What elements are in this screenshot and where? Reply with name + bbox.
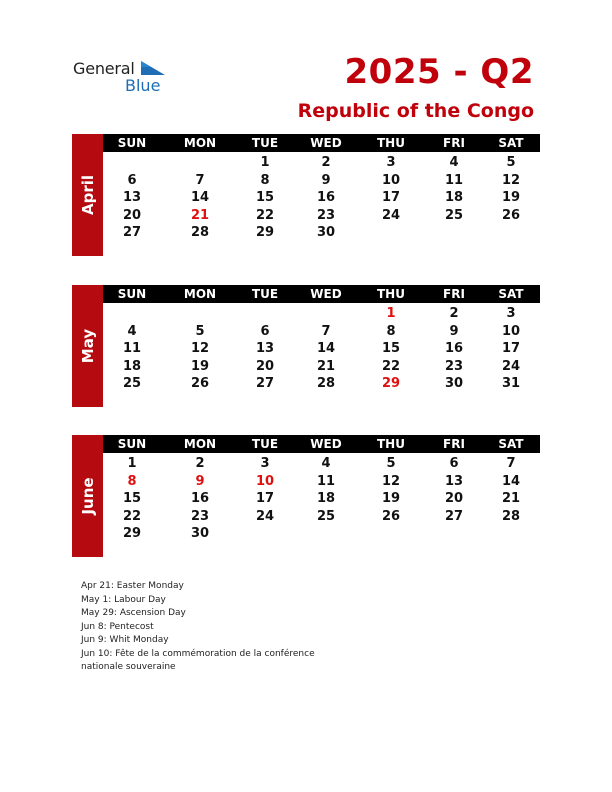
day-cell: 26 <box>190 376 210 391</box>
day-cell: 10 <box>501 323 521 339</box>
page-title: 2025 - Q2 <box>344 52 534 92</box>
month-label: May <box>78 328 97 364</box>
day-cell: 11 <box>122 341 142 356</box>
day-cell: 27 <box>122 225 142 240</box>
holiday-item: May 1: Labour Day <box>81 594 166 605</box>
day-cell: 13 <box>122 190 142 205</box>
day-cell: 10 <box>381 172 401 188</box>
day-cell: 22 <box>255 207 275 223</box>
day-cell: 1 <box>127 456 137 471</box>
holiday-item: Jun 9: Whit Monday <box>81 635 169 645</box>
day-cell: 4 <box>127 323 137 339</box>
month-may <box>72 285 540 407</box>
weekday-thu: THU <box>377 287 405 301</box>
day-cell: 29 <box>255 225 275 240</box>
holiday-item: Apr 21: Easter Monday <box>81 581 184 591</box>
holiday-day-cell: 29 <box>381 376 401 391</box>
weekday-tue: TUE <box>251 287 279 301</box>
day-cell: 5 <box>386 456 396 471</box>
holiday-day-cell: 9 <box>195 473 205 489</box>
month-tab <box>72 435 103 557</box>
day-cell: 2 <box>449 306 459 321</box>
day-cell: 5 <box>195 323 205 339</box>
day-cell: 2 <box>321 155 331 170</box>
month-april <box>72 134 540 256</box>
day-cell: 15 <box>255 190 275 205</box>
weekday-mon: MON <box>183 287 217 301</box>
weekday-wed: WED <box>310 287 342 301</box>
day-cell: 17 <box>255 491 275 506</box>
day-cell: 12 <box>381 473 401 489</box>
weekday-fri: FRI <box>443 287 465 301</box>
day-cell: 26 <box>381 508 401 524</box>
day-cell: 12 <box>501 172 521 188</box>
weekday-mon: MON <box>183 437 217 451</box>
logo-triangle-icon <box>141 61 165 77</box>
day-cell: 31 <box>501 376 521 391</box>
weekday-header <box>103 285 540 303</box>
weekday-header <box>103 435 540 453</box>
country-name: Republic of the Congo <box>297 100 534 122</box>
weekday-wed: WED <box>310 136 342 150</box>
day-cell: 25 <box>122 376 142 391</box>
weekday-header <box>103 134 540 152</box>
day-cell: 28 <box>501 508 521 524</box>
day-cell: 19 <box>381 491 401 506</box>
weekday-sun: SUN <box>117 287 147 301</box>
day-cell: 1 <box>260 155 270 170</box>
day-cell: 30 <box>444 376 464 391</box>
day-cell: 3 <box>506 306 516 321</box>
holiday-day-cell: 21 <box>190 207 210 223</box>
day-cell: 17 <box>381 190 401 205</box>
brand-logo <box>73 59 183 99</box>
day-cell: 7 <box>506 456 516 471</box>
day-cell: 26 <box>501 207 521 223</box>
weekday-tue: TUE <box>251 437 279 451</box>
holiday-day-cell: 1 <box>386 306 396 321</box>
day-cell: 7 <box>195 172 205 188</box>
day-cell: 18 <box>316 491 336 506</box>
day-cell: 19 <box>190 358 210 374</box>
logo-text-blue: Blue <box>125 76 161 95</box>
day-cell: 16 <box>316 190 336 205</box>
day-cell: 25 <box>444 207 464 223</box>
day-cell: 15 <box>381 341 401 356</box>
month-tab <box>72 134 103 256</box>
holiday-item: Jun 10: Fête de la commémoration de la conférence <box>81 648 315 659</box>
logo-text-general: General <box>73 59 135 78</box>
day-cell: 14 <box>316 341 336 356</box>
day-cell: 4 <box>321 456 331 471</box>
day-cell: 21 <box>316 358 336 374</box>
weekday-sat: SAT <box>498 287 524 301</box>
day-cell: 13 <box>255 341 275 356</box>
holiday-item: May 29: Ascension Day <box>81 608 186 618</box>
day-cell: 4 <box>449 155 459 170</box>
weekday-wed: WED <box>310 437 342 451</box>
day-cell: 9 <box>449 323 459 339</box>
day-cell: 20 <box>444 491 464 506</box>
holiday-list <box>81 580 381 675</box>
day-cell: 29 <box>122 526 142 541</box>
day-cell: 6 <box>260 323 270 339</box>
day-cell: 6 <box>127 172 137 188</box>
day-cell: 3 <box>386 155 396 170</box>
weekday-thu: THU <box>377 437 405 451</box>
holiday-day-cell: 8 <box>127 473 137 489</box>
day-cell: 8 <box>260 172 270 188</box>
day-cell: 11 <box>316 473 336 489</box>
day-cell: 20 <box>122 207 142 223</box>
weekday-thu: THU <box>377 136 405 150</box>
day-cell: 11 <box>444 172 464 188</box>
month-label: June <box>78 477 97 515</box>
day-cell: 22 <box>122 508 142 524</box>
day-cell: 6 <box>449 456 459 471</box>
day-cell: 15 <box>122 491 142 506</box>
weekday-mon: MON <box>183 136 217 150</box>
day-cell: 21 <box>501 491 521 506</box>
day-cell: 24 <box>381 207 401 223</box>
day-cell: 23 <box>316 207 336 223</box>
day-cell: 25 <box>316 508 336 524</box>
day-cell: 16 <box>444 341 464 356</box>
day-cell: 7 <box>321 323 331 339</box>
day-cell: 8 <box>386 323 396 339</box>
day-cell: 19 <box>501 190 521 205</box>
weekday-fri: FRI <box>443 136 465 150</box>
day-cell: 23 <box>190 508 210 524</box>
day-cell: 13 <box>444 473 464 489</box>
day-cell: 5 <box>506 155 516 170</box>
day-cell: 28 <box>190 225 210 240</box>
holiday-item: nationale souveraine <box>81 662 176 672</box>
month-label: April <box>78 174 97 216</box>
day-cell: 23 <box>444 358 464 374</box>
day-cell: 24 <box>255 508 275 524</box>
day-cell: 12 <box>190 341 210 356</box>
day-cell: 14 <box>190 190 210 205</box>
holiday-day-cell: 10 <box>255 473 275 489</box>
weekday-tue: TUE <box>251 136 279 150</box>
day-cell: 17 <box>501 341 521 356</box>
day-cell: 27 <box>444 508 464 524</box>
day-cell: 3 <box>260 456 270 471</box>
weekday-sat: SAT <box>498 136 524 150</box>
weekday-sat: SAT <box>498 437 524 451</box>
weekday-sun: SUN <box>117 437 147 451</box>
month-tab <box>72 285 103 407</box>
day-cell: 27 <box>255 376 275 391</box>
day-cell: 2 <box>195 456 205 471</box>
day-cell: 16 <box>190 491 210 506</box>
day-cell: 18 <box>122 358 142 374</box>
day-cell: 30 <box>316 225 336 240</box>
day-cell: 24 <box>501 358 521 374</box>
day-cell: 9 <box>321 172 331 188</box>
day-cell: 18 <box>444 190 464 205</box>
holiday-item: Jun 8: Pentecost <box>81 621 154 632</box>
month-june <box>72 435 540 557</box>
day-cell: 28 <box>316 376 336 391</box>
weekday-sun: SUN <box>117 136 147 150</box>
weekday-fri: FRI <box>443 437 465 451</box>
day-cell: 20 <box>255 358 275 374</box>
day-cell: 22 <box>381 358 401 374</box>
day-cell: 30 <box>190 526 210 541</box>
day-cell: 14 <box>501 473 521 489</box>
